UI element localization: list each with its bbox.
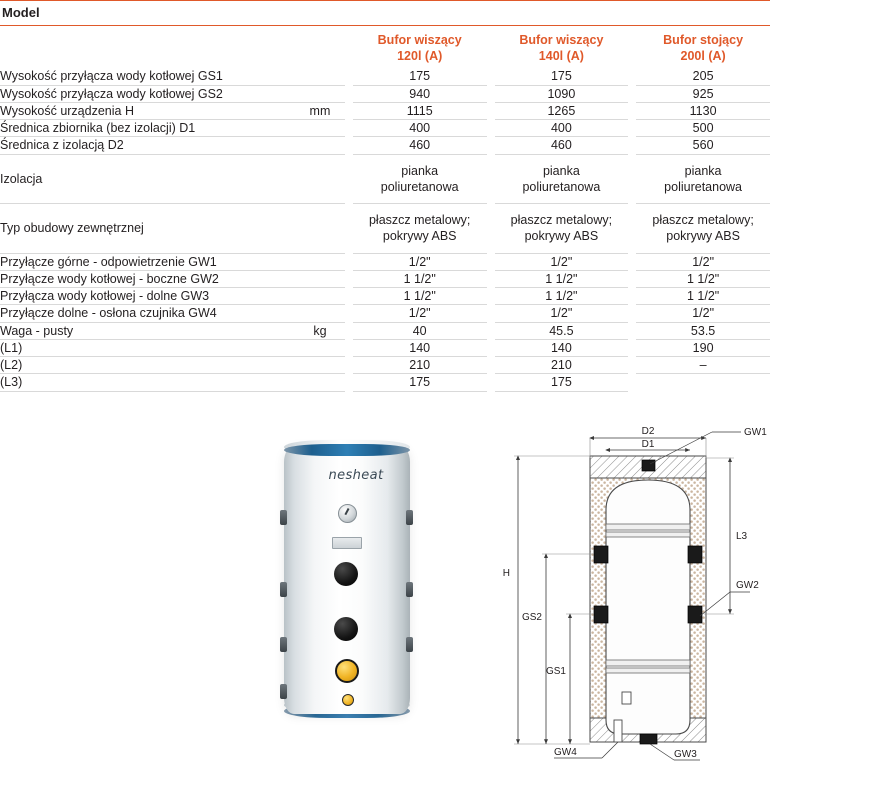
- column-header-spacer: [0, 26, 295, 69]
- row-label: Wysokość przyłącza wody kotłowej GS1: [0, 68, 295, 85]
- cell-value-line: 460: [550, 138, 572, 153]
- row-label: Przyłącze dolne - osłona czujnika GW4: [0, 305, 295, 322]
- column-gap: [345, 305, 353, 322]
- cell-value-line: 140: [550, 340, 572, 355]
- column-gap: [345, 154, 353, 204]
- tank-port-yellow-small: [342, 694, 354, 706]
- column-gap: [628, 270, 636, 287]
- row-unit: [295, 137, 345, 154]
- cell-value: [495, 322, 629, 339]
- column-gap: [487, 68, 495, 85]
- column-gap: [487, 253, 495, 270]
- column-gap: [345, 26, 353, 69]
- side-lug-icon: [406, 510, 413, 525]
- specification-table: [0, 0, 770, 392]
- cell-value-line: 560: [692, 138, 714, 153]
- column-header-line1: Bufor wiszący: [519, 33, 604, 47]
- cell-value-line: pokrywy ABS: [666, 229, 740, 244]
- cell-value: [353, 85, 487, 102]
- row-label: Przyłącza wody kotłowej - dolne GW3: [0, 288, 295, 305]
- tank-port-upper: [334, 562, 358, 586]
- column-header-line1: Bufor wiszący: [377, 33, 462, 47]
- column-header-1: [353, 26, 487, 69]
- cell-value-line: pianka: [542, 163, 580, 178]
- cell-value-line: 1 1/2": [686, 289, 720, 303]
- column-gap: [345, 120, 353, 137]
- column-gap: [628, 85, 636, 102]
- cell-value-line: poliuretanowa: [522, 179, 601, 194]
- cell-value: [636, 68, 770, 85]
- row-unit: [295, 305, 345, 322]
- cell-value: [495, 357, 629, 374]
- column-gap: [487, 120, 495, 137]
- column-gap: [628, 357, 636, 374]
- cell-value: [353, 374, 487, 391]
- column-gap: [345, 322, 353, 339]
- cell-value: [353, 68, 487, 85]
- pressure-gauge-icon: [338, 504, 357, 523]
- cell-value-line: 460: [409, 138, 431, 153]
- cell-value: [636, 85, 770, 102]
- column-gap: [487, 339, 495, 356]
- cell-value-line: 925: [692, 86, 714, 101]
- column-gap: [345, 85, 353, 102]
- cell-value-line: 45.5: [549, 323, 574, 338]
- column-gap: [487, 305, 495, 322]
- column-gap: [628, 26, 636, 69]
- row-label: Izolacja: [0, 154, 295, 204]
- cell-value: [636, 204, 770, 254]
- table-row: [0, 305, 770, 322]
- dim-label-gw1: GW1: [744, 427, 767, 438]
- dim-label-gw2: GW2: [736, 580, 759, 591]
- cell-value-line: 1130: [689, 103, 717, 118]
- cell-value: [353, 288, 487, 305]
- cell-value: [636, 270, 770, 287]
- row-label: Typ obudowy zewnętrznej: [0, 204, 295, 254]
- table-row: [0, 102, 770, 119]
- cell-value-line: 210: [550, 358, 572, 372]
- row-unit: [295, 374, 345, 391]
- table-row: [0, 270, 770, 287]
- column-header-line2: 140l (A): [538, 48, 584, 63]
- cell-value-line: 1/2": [692, 306, 715, 321]
- cell-value-line: 1 1/2": [686, 271, 720, 286]
- table-row: [0, 374, 770, 391]
- cell-value: [495, 154, 629, 204]
- table-row: [0, 288, 770, 305]
- column-gap: [345, 270, 353, 287]
- brand-logo: nesheat: [328, 468, 384, 483]
- cell-value: [636, 357, 770, 374]
- column-gap: [628, 137, 636, 154]
- column-gap: [487, 154, 495, 204]
- cell-value: [636, 288, 770, 305]
- column-gap: [345, 253, 353, 270]
- cell-value-line: pokrywy ABS: [382, 229, 457, 244]
- column-gap: [345, 288, 353, 305]
- column-gap: [628, 154, 636, 204]
- row-unit: [295, 270, 345, 287]
- row-unit: [295, 357, 345, 374]
- row-unit: kg: [295, 322, 345, 339]
- cell-value-line: płaszcz metalowy;: [510, 213, 613, 227]
- cell-value: [353, 120, 487, 137]
- cell-value-line: płaszcz metalowy;: [368, 213, 471, 227]
- cell-value-line: płaszcz metalowy;: [652, 213, 754, 227]
- cell-value-line: 1/2": [550, 306, 573, 321]
- cell-value-line: 1 1/2": [403, 289, 436, 303]
- row-unit: [295, 204, 345, 254]
- cell-value-line: 210: [409, 358, 431, 372]
- side-lug-icon: [280, 637, 287, 652]
- dim-label-d2: D2: [641, 426, 655, 437]
- column-gap: [345, 68, 353, 85]
- column-gap: [487, 137, 495, 154]
- column-gap: [628, 305, 636, 322]
- cell-value-line: 1 1/2": [545, 289, 578, 303]
- side-lug-icon: [406, 637, 413, 652]
- table-row: [0, 357, 770, 374]
- side-lug-icon: [406, 582, 413, 597]
- table-row: [0, 85, 770, 102]
- cell-value: [353, 357, 487, 374]
- cell-value-line: 1 1/2": [403, 271, 436, 286]
- cell-value: [353, 322, 487, 339]
- cell-value-line: 1090: [547, 86, 576, 101]
- dim-label-gs1: GS1: [545, 666, 566, 677]
- table-row: [0, 253, 770, 270]
- column-gap: [487, 102, 495, 119]
- column-gap: [487, 26, 495, 69]
- column-gap: [628, 120, 636, 137]
- cell-value-line: 1/2": [408, 306, 431, 321]
- cell-value: [636, 305, 770, 322]
- cell-value-line: 1115: [406, 103, 433, 118]
- cell-value-line: poliuretanowa: [380, 179, 459, 194]
- model-header-label: Model: [0, 1, 770, 26]
- cell-value: [353, 253, 487, 270]
- row-unit: [295, 68, 345, 85]
- cell-value: [495, 102, 629, 119]
- cell-value: [636, 154, 770, 204]
- cell-value-line: 1/2": [692, 254, 715, 269]
- cell-value-line: 205: [692, 69, 714, 84]
- dim-label-gs2: GS2: [521, 612, 542, 623]
- cell-value-line: 175: [409, 375, 431, 390]
- table-row: [0, 322, 770, 339]
- column-header-line1: Bufor stojący: [663, 33, 744, 47]
- cell-value-line: 190: [692, 340, 714, 355]
- cell-value: [495, 68, 629, 85]
- dim-label-gw3: GW3: [674, 749, 697, 760]
- side-lug-icon: [280, 510, 287, 525]
- dim-label-l3: L3: [736, 531, 748, 542]
- row-unit: [295, 253, 345, 270]
- row-unit: [295, 288, 345, 305]
- cell-value: [495, 339, 629, 356]
- column-gap: [487, 374, 495, 391]
- column-gap: [345, 102, 353, 119]
- side-lug-icon: [280, 582, 287, 597]
- row-label: (L3): [0, 374, 295, 391]
- cell-value-line: poliuretanowa: [664, 179, 743, 194]
- cell-value-line: 53.5: [690, 323, 716, 338]
- cell-value-line: 1/2": [408, 254, 431, 269]
- cell-value: [353, 270, 487, 287]
- cell-value: [495, 270, 629, 287]
- cell-value-line: 175: [409, 69, 431, 84]
- side-lug-icon: [280, 684, 287, 699]
- tank-port-middle: [334, 617, 358, 641]
- cell-value: [636, 322, 770, 339]
- table-row: [0, 68, 770, 85]
- column-gap: [487, 322, 495, 339]
- row-label: Średnica zbiornika (bez izolacji) D1: [0, 120, 295, 137]
- row-label: Średnica z izolacją D2: [0, 137, 295, 154]
- dim-label-h: H: [502, 568, 510, 579]
- cell-value: [495, 85, 629, 102]
- cell-value: [495, 204, 629, 254]
- cell-value: [636, 102, 770, 119]
- cell-value: [636, 339, 770, 356]
- column-gap: [628, 68, 636, 85]
- row-label: Przyłącze wody kotłowej - boczne GW2: [0, 270, 295, 287]
- technical-drawing: [498, 424, 798, 772]
- column-gap: [345, 137, 353, 154]
- column-header-unit-spacer: [295, 26, 345, 69]
- row-label: Waga - pusty: [0, 322, 295, 339]
- cell-value-line: 940: [409, 86, 431, 101]
- column-header-line2: 120l (A): [397, 48, 443, 63]
- tank-port-yellow-large: [335, 659, 359, 683]
- column-gap: [487, 270, 495, 287]
- row-unit: [295, 154, 345, 204]
- column-gap: [345, 374, 353, 391]
- cell-value: [353, 137, 487, 154]
- row-unit: [295, 339, 345, 356]
- tank-top-ring: [284, 444, 410, 456]
- dim-label-d1: D1: [641, 439, 655, 450]
- cell-value-line: 400: [550, 121, 572, 135]
- cell-value-line: 40: [412, 323, 427, 338]
- column-header-line2: 200l (A): [680, 48, 726, 63]
- column-gap: [628, 253, 636, 270]
- cell-value: [495, 137, 629, 154]
- table-row: [0, 339, 770, 356]
- cell-value-line: pianka: [684, 163, 722, 178]
- table-row: [0, 120, 770, 137]
- column-gap: [345, 357, 353, 374]
- row-label: Wysokość przyłącza wody kotłowej GS2: [0, 85, 295, 102]
- column-gap: [487, 357, 495, 374]
- cell-value: [353, 204, 487, 254]
- column-gap: [487, 85, 495, 102]
- cell-value: [495, 253, 629, 270]
- column-header-row: [0, 26, 770, 69]
- column-gap: [487, 204, 495, 254]
- table-row: [0, 137, 770, 154]
- row-unit: [295, 120, 345, 137]
- cell-value: [636, 120, 770, 137]
- nameplate-label: [332, 537, 362, 549]
- column-gap: [345, 339, 353, 356]
- cell-value-line: 1265: [547, 103, 576, 118]
- row-unit: [295, 85, 345, 102]
- cell-value-line: 1 1/2": [545, 271, 578, 286]
- cell-value-line: –: [699, 358, 707, 372]
- cell-value: [636, 374, 770, 391]
- cell-value: [636, 137, 770, 154]
- row-label: (L1): [0, 339, 295, 356]
- column-gap: [628, 322, 636, 339]
- table-row: [0, 154, 770, 204]
- cell-value-line: 140: [409, 340, 431, 355]
- cell-value: [353, 154, 487, 204]
- cell-value: [495, 374, 629, 391]
- dim-label-gw4: GW4: [554, 747, 577, 758]
- cell-value: [353, 102, 487, 119]
- cell-value-line: 175: [550, 375, 572, 390]
- cell-value: [353, 305, 487, 322]
- row-unit: mm: [295, 102, 345, 119]
- cell-value-line: pianka: [401, 163, 439, 178]
- cell-value-line: 1/2": [550, 254, 573, 269]
- cell-value-line: 500: [692, 121, 714, 135]
- column-header-3: [636, 26, 770, 69]
- cell-value: [636, 253, 770, 270]
- cell-value-line: 175: [550, 69, 572, 84]
- row-label: Przyłącze górne - odpowietrzenie GW1: [0, 253, 295, 270]
- cell-value: [495, 288, 629, 305]
- row-label: Wysokość urządzenia H: [0, 102, 295, 119]
- model-header-row: [0, 1, 770, 26]
- column-gap: [628, 288, 636, 305]
- product-photo: [236, 432, 476, 772]
- column-gap: [487, 288, 495, 305]
- cell-value: [353, 339, 487, 356]
- column-header-2: [495, 26, 629, 69]
- cell-value: [495, 120, 629, 137]
- column-gap: [628, 204, 636, 254]
- cell-value-line: 400: [409, 121, 431, 135]
- column-gap: [628, 339, 636, 356]
- column-gap: [628, 102, 636, 119]
- column-gap: [628, 374, 636, 391]
- column-gap: [345, 204, 353, 254]
- cell-value-line: pokrywy ABS: [524, 229, 599, 244]
- cell-value: [495, 305, 629, 322]
- table-row: [0, 204, 770, 254]
- row-label: (L2): [0, 357, 295, 374]
